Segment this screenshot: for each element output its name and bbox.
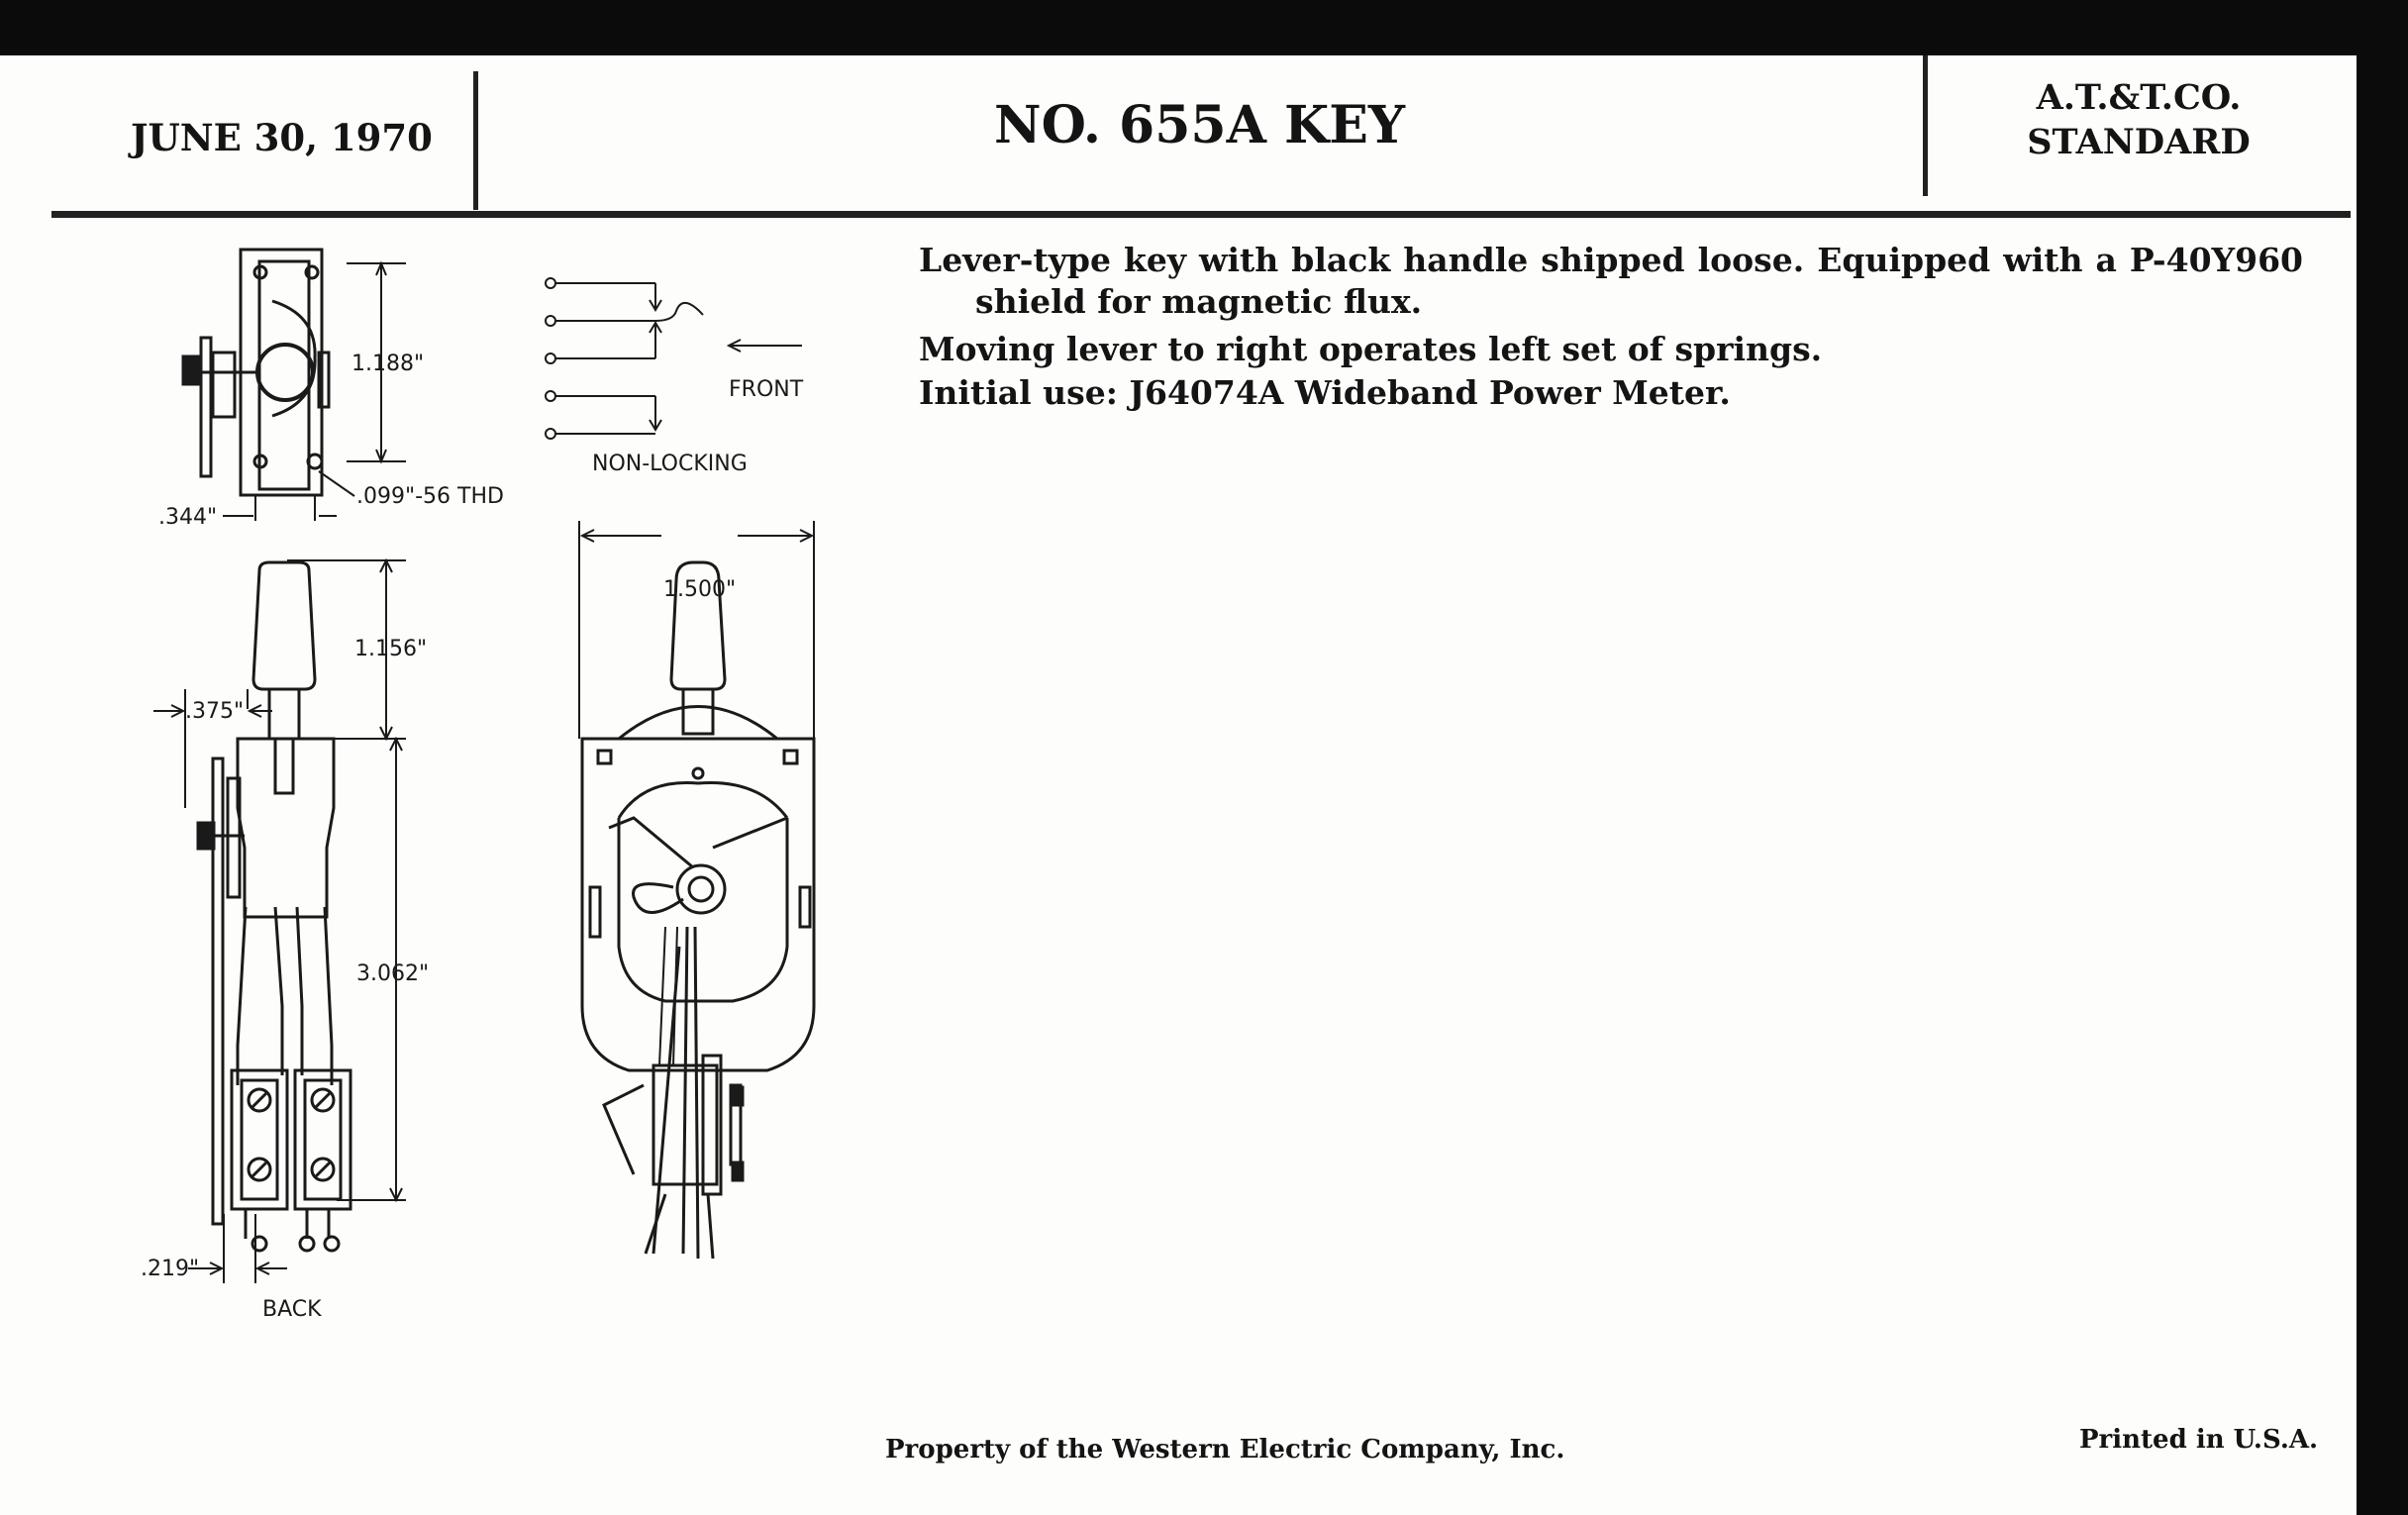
dim-body: 3.062" <box>356 961 430 986</box>
issue-date: JUNE 30, 1970 <box>131 116 433 159</box>
footer-property: Property of the Western Electric Company, Inc. <box>885 1435 1565 1464</box>
dim-top-height: 1.188" <box>351 352 425 376</box>
spec-card <box>0 55 2357 1515</box>
label-front: FRONT <box>729 377 804 402</box>
page-title: NO. 655A KEY <box>994 95 1405 155</box>
dim-width-1500: 1.500" <box>663 577 737 602</box>
standard-label: STANDARD <box>2027 122 2251 162</box>
key-drawing <box>0 55 2357 1515</box>
front-view <box>579 521 814 1259</box>
label-non-locking: NON-LOCKING <box>592 452 748 476</box>
dim-width-344: .344" <box>158 505 218 530</box>
dim-219: .219" <box>141 1257 200 1281</box>
description-line-3: Initial use: J64074A Wideband Power Meter. <box>919 373 1731 412</box>
footer-printed: Printed in U.S.A. <box>2079 1425 2319 1455</box>
contact-schematic <box>546 278 802 439</box>
dim-thread: .099"-56 THD <box>356 484 504 509</box>
description-line-1: Lever-type key with black handle shipped loose. Equipped with a P-40Y960 <box>919 241 2303 279</box>
label-back: BACK <box>262 1297 322 1322</box>
dim-handle: 1.156" <box>354 637 428 661</box>
org-name: A.T.&T.CO. <box>2036 77 2242 118</box>
side-view <box>153 560 406 1283</box>
description-line-1-cont: shield for magnetic flux. <box>975 282 1423 321</box>
dim-375: .375" <box>185 699 245 724</box>
top-view <box>183 250 406 521</box>
description-line-2: Moving lever to right operates left set of springs. <box>919 330 1823 368</box>
